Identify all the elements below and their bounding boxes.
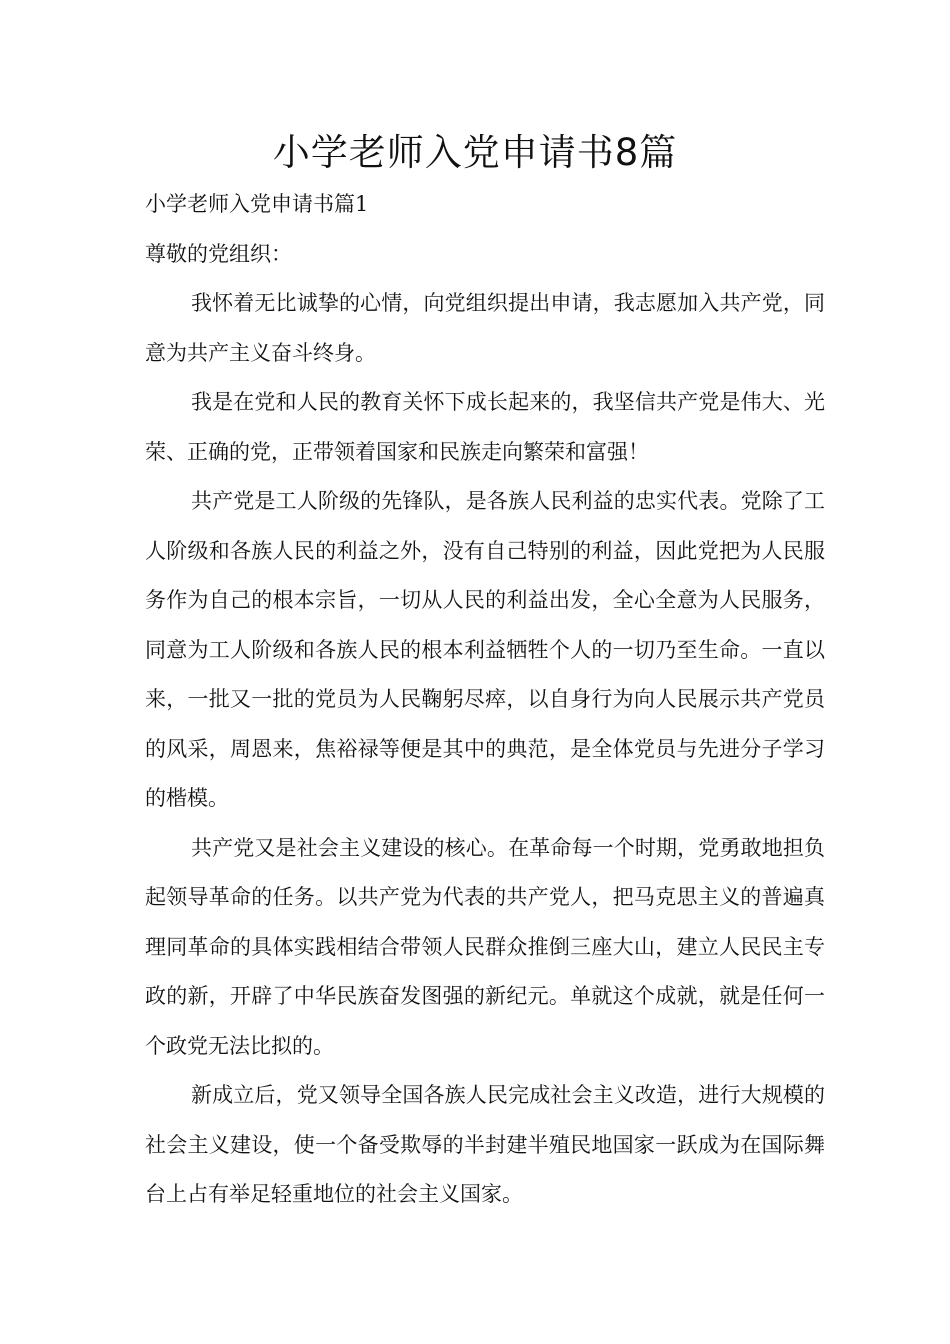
paragraph-4: 共产党又是社会主义建设的核心。在革命每一个时期，党勇敢地担负起领导革命的任务。以共产党为代表的共产党人，把马克思主义的普遍真理同革命的具体实践相结合带领人民群众推倒三座大山，建立人民民主专政的新，开辟了中华民族奋发图强的新纪元。单就这个成就，就是任何一个政党无法比拟的。 xyxy=(145,835,825,1058)
paragraph-5: 新成立后，党又领导全国各族人民完成社会主义改造，进行大规模的社会主义建设，使一个备受欺辱的半封建半殖民地国家一跃成为在国际舞台上占有举足轻重地位的社会主义国家。 xyxy=(145,1083,825,1206)
section-heading: 小学老师入党申请书篇1 xyxy=(145,192,369,216)
paragraph-1: 我怀着无比诚挚的心情，向党组织提出申请，我志愿加入共产党，同意为共产主义奋斗终身。 xyxy=(145,291,825,365)
salutation: 尊敬的党组织： xyxy=(145,241,292,266)
document-title: 小学老师入党申请书8篇 xyxy=(272,131,678,174)
paragraph-2: 我是在党和人民的教育关怀下成长起来的，我坚信共产党是伟大、光荣、正确的党，正带领着国家和民族走向繁荣和富强！ xyxy=(145,390,825,464)
document-body xyxy=(145,180,825,1220)
paragraph-3: 共产党是工人阶级的先锋队，是各族人民利益的忠实代表。党除了工人阶级和各族人民的利益之外，没有自己特别的利益，因此党把为人民服务作为自己的根本宗旨，一切从人民的利益出发，全心全意为人民服务，同意为工人阶级和各族人民的根本利益牺牲个人的一切乃至生命。一直以来，一批又一批的党员为人民鞠躬尽瘁，以自身行为向人民展示共产党员的风采，周恩来，焦裕禄等便是其中的典范，是全体党员与先进分子学习的楷模。 xyxy=(145,489,825,810)
